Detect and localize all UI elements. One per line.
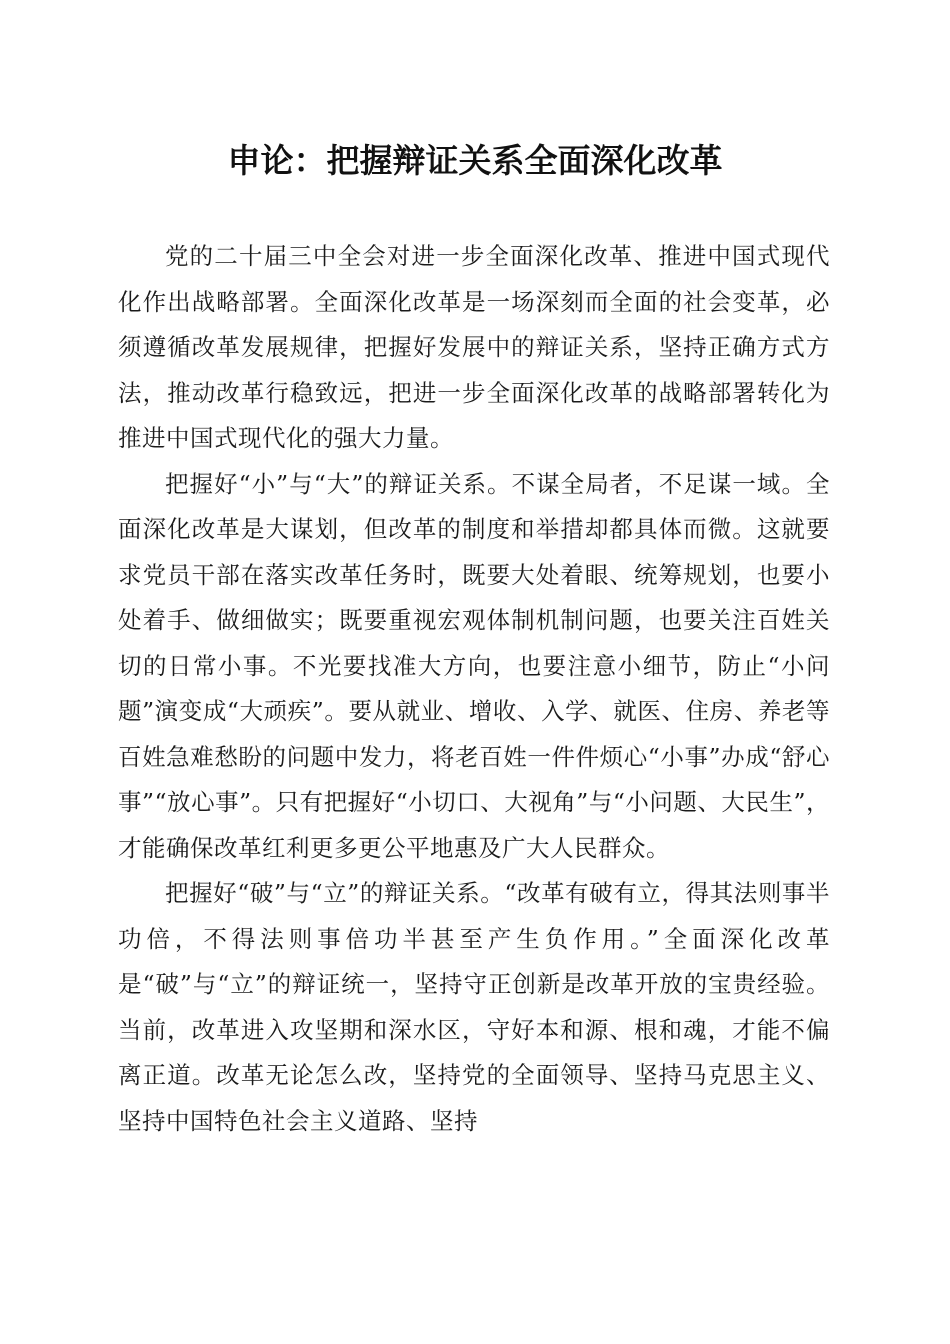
paragraph-intro: 党的二十届三中全会对进一步全面深化改革、推进中国式现代化作出战略部署。全面深化改革是一场深刻而全面的社会变革，必须遵循改革发展规律，把握好发展中的辩证关系，坚持正确方式方法，推动改革行稳致远，把进一步全面深化改革的战略部署转化为推进中国式现代化的强大力量。: [118, 242, 830, 452]
paragraph-small-and-large: 把握好“小”与“大”的辩证关系。不谋全局者，不足谋一域。全面深化改革是大谋划，但改革的制度和举措却都具体而微。这就要求党员干部在落实改革任务时，既要大处着眼、统筹规划，也要小处着手、做细做实；既要重视宏观体制机制问题，也要关注百姓关切的日常小事。不光要找准大方向，也要注意小细节，防止“小问题”演变成“大顽疾”。要从就业、增收、入学、就医、住房、养老等百姓急难愁盼的问题中发力，将老百姓一件件烦心“小事”办成“舒心事”“放心事”。只有把握好“小切口、大视角”与“小问题、大民生”，才能确保改革红利更多更公平地惠及广大人民群众。: [118, 469, 830, 862]
document-body: [118, 234, 830, 1144]
document-title: 申论：把握辩证关系全面深化改革: [227, 141, 723, 180]
paragraph-break-and-build: 把握好“破”与“立”的辩证关系。“改革有破有立，得其法则事半功倍，不得法则事倍功半甚至产生负作用。”全面深化改革是“破”与“立”的辩证统一，坚持守正创新是改革开放的宝贵经验。当前，改革进入攻坚期和深水区，守好本和源、根和魂，才能不偏离正道。改革无论怎么改，坚持党的全面领导、坚持马克思主义、坚持中国特色社会主义道路、坚持: [118, 879, 830, 1135]
